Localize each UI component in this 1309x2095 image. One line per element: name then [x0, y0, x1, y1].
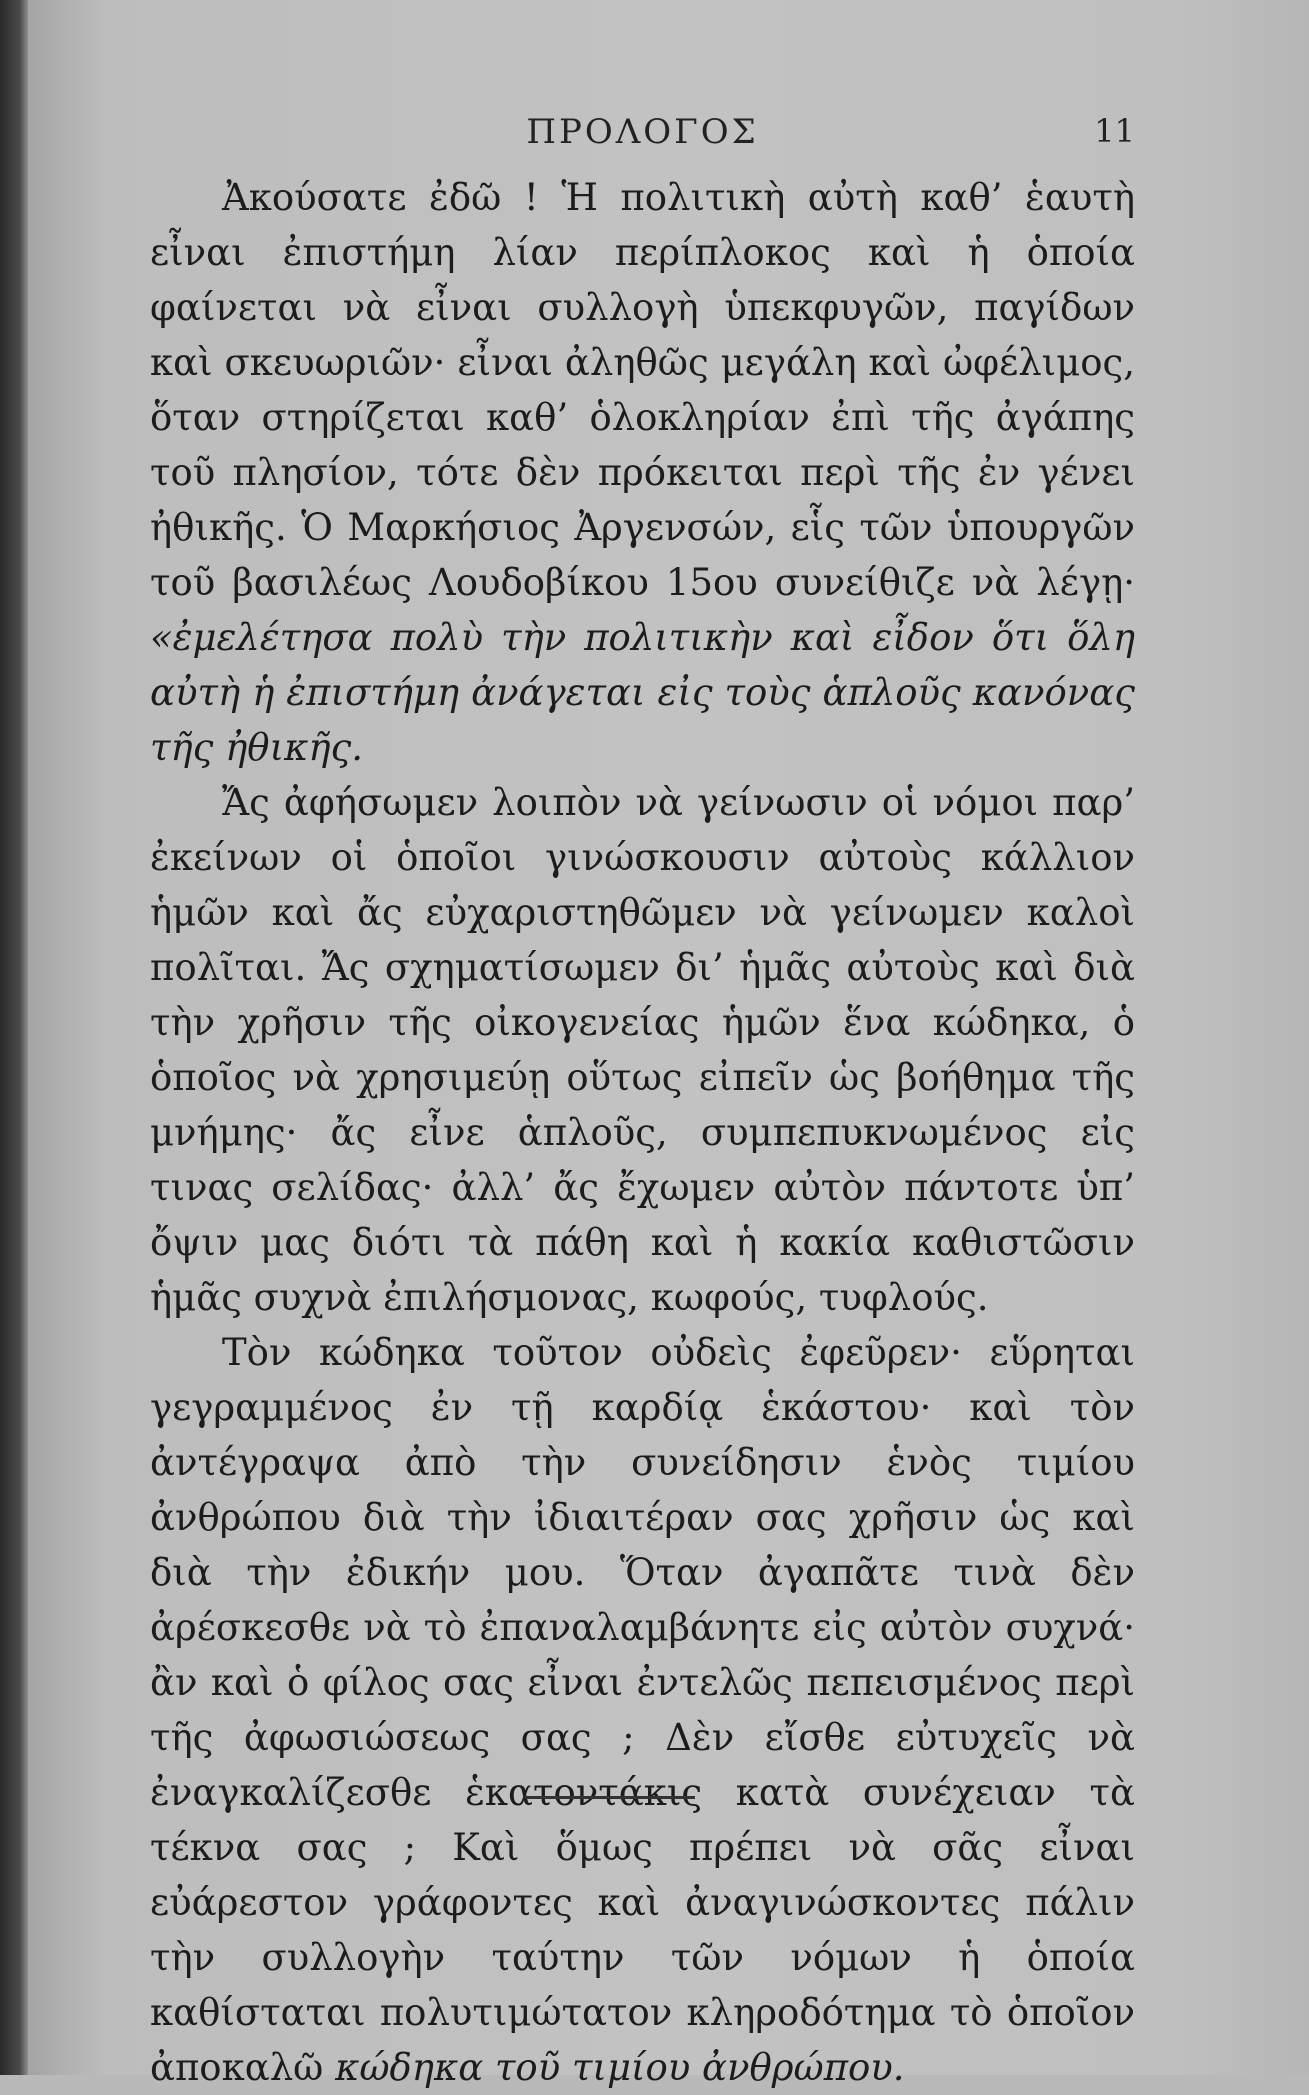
- running-head: [150, 112, 1135, 162]
- body-text: [150, 170, 1135, 2095]
- paragraph-2-text: Ἄς ἀφήσωμεν λοιπὸν νὰ γείνωσιν οἱ νόμοι παρ’ ἐκείνων οἱ ὁποῖοι γινώσκουσιν αὐτοὺς κάλλιον ἡμῶν καὶ ἄς εὐχαριστηθῶμεν νὰ γείνωμεν καλοὶ πολῖται. Ἄς σχηματίσωμεν δι’ ἡμᾶς αὐτοὺς καὶ διὰ τὴν χρῆσιν τῆς οἰκογενείας ἡμῶν ἕνα κώδηκα, ὁ ὁποῖος νὰ χρησιμεύῃ οὕτως εἰπεῖν ὡς βοήθημα τῆς μνήμης· ἄς εἶνε ἁπλοῦς, συμπεπυκνωμένος εἰς τινας σελίδας· ἀλλ’ ἄς ἔχωμεν αὐτὸν πάντοτε ὑπ’ ὄψιν μας διότι τὰ πάθη καὶ ἡ κακία καθιστῶσιν ἡμᾶς συχνὰ ἐπιλήσμονας, κωφούς, τυφλούς.: [150, 781, 1135, 1319]
- paragraph-1: [150, 170, 1135, 775]
- end-rule: [525, 1796, 695, 1799]
- page-number: 11: [1094, 112, 1135, 150]
- paragraph-1-text: Ἀκούσατε ἐδῶ ! Ἡ πολιτικὴ αὐτὴ καθ’ ἑαυτὴ εἶναι ἐπιστήμη λίαν περίπλοκος καὶ ἡ ὁποία φαίνεται νὰ εἶναι συλλογὴ ὑπεκφυγῶν, παγίδων καὶ σκευωριῶν· εἶναι ἀληθῶς μεγάλη καὶ ὠφέλιμος, ὅταν στηρίζεται καθ’ ὁλοκληρίαν ἐπὶ τῆς ἀγάπης τοῦ πλησίον, τότε δὲν πρόκειται περὶ τῆς ἐν γένει ἠθικῆς. Ὁ Μαρκήσιος Ἀργενσών, εἷς τῶν ὑπουργῶν τοῦ βασιλέως Λουδοβίκου 15ου συνείθιζε νὰ λέγῃ·: [150, 176, 1135, 604]
- paragraph-3: [150, 1325, 1135, 2095]
- book-spine-shadow: [0, 0, 28, 2075]
- paragraph-2: [150, 775, 1135, 1325]
- paragraph-3-text: Τὸν κώδηκα τοῦτον οὐδεὶς ἐφεῦρεν· εὕρηται γεγραμμένος ἐν τῇ καρδίᾳ ἑκάστου· καὶ τὸν ἀντέγραψα ἀπὸ τὴν συνείδησιν ἑνὸς τιμίου ἀνθρώπου διὰ τὴν ἰδιαιτέραν σας χρῆσιν ὡς καὶ διὰ τὴν ἐδικήν μου. Ὅταν ἀγαπᾶτε τινὰ δὲν ἀρέσκεσθε νὰ τὸ ἐπαναλαμβάνητε εἰς αὐτὸν συχνά· ἂν καὶ ὁ φίλος σας εἶναι ἐντελῶς πεπεισμένος περὶ τῆς ἀφωσιώσεως σας ; Δὲν εἴσθε εὐτυχεῖς νὰ ἐναγκαλίζεσθε ἑκατοντάκις κατὰ συνέχειαν τὰ τέκνα σας ; Καὶ ὅμως πρέπει νὰ σᾶς εἶναι εὐάρεστον γράφοντες καὶ ἀναγινώσκοντες πάλιν τὴν συλλογὴν ταύτην τῶν νόμων ἡ ὁποία καθίσταται πολυτιμώτατον κληροδότημα τὸ ὁποῖον ἀποκαλῶ: [150, 1331, 1135, 2089]
- paragraph-1-italic-quote: «ἐμελέτησα πολὺ τὴν πολιτικὴν καὶ εἶδον ὅτι ὅλη αὐτὴ ἡ ἐπιστήμη ἀνάγεται εἰς τοὺς ἁπλοῦς κανόνας τῆς ἠθικῆς.: [150, 616, 1135, 769]
- paragraph-3-italic-phrase: κώδηκα τοῦ τιμίου ἀνθρώπου.: [335, 2046, 905, 2089]
- page-title: ΠΡΟΛΟΓΟΣ: [526, 112, 759, 152]
